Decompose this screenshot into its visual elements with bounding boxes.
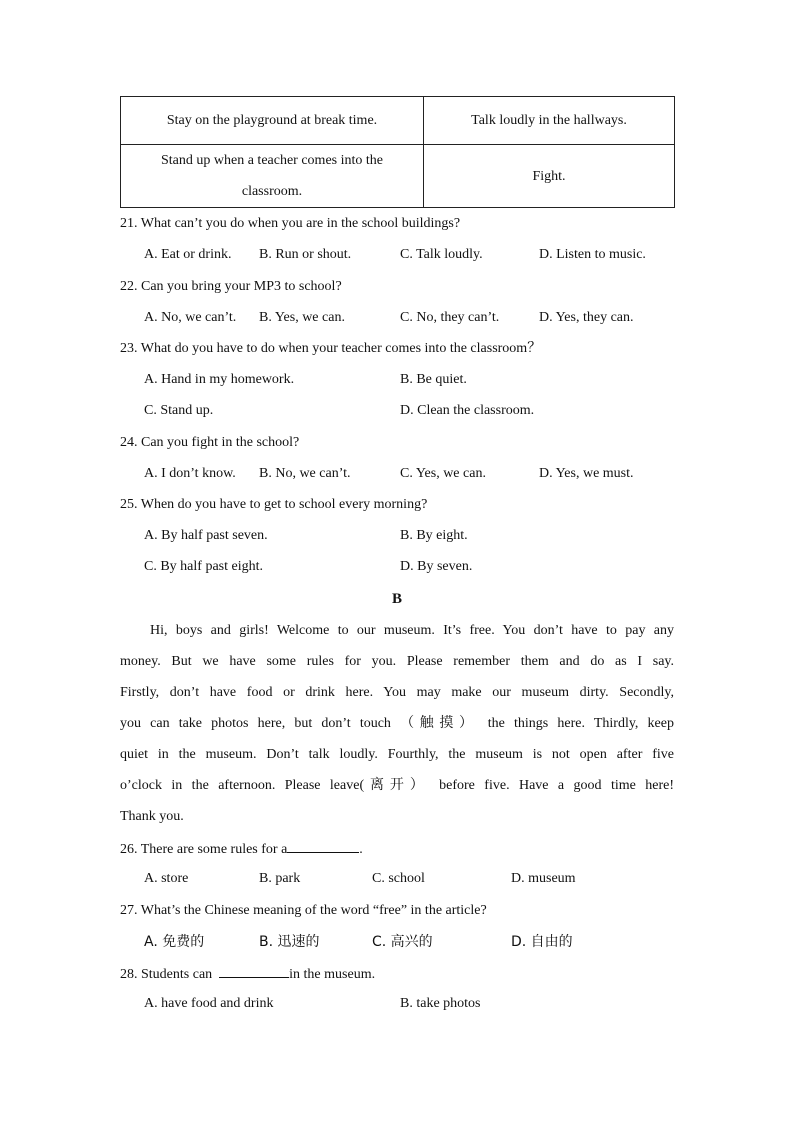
q26-option-d: D. museum [511, 871, 576, 886]
q22-option-c: C. No, they can’t. [400, 310, 500, 325]
answer-blank [219, 963, 289, 978]
table-row [121, 145, 675, 208]
section-title: B [391, 591, 402, 607]
table-cell: Stand up when a teacher comes into the classroom. [121, 145, 424, 208]
question-27-stem: 27. What’s the Chinese meaning of the word “free” in the article? [120, 903, 487, 918]
q25-option-c: C. By half past eight. [144, 559, 263, 574]
q22-option-b: B. Yes, we can. [259, 310, 345, 325]
question-23-stem: 23. What do you have to do when your teacher comes into the classroom？ [120, 341, 542, 356]
passage-line: Hi, boys and girls! Welcome to our museum. It’s free. You don’t have to pay any [150, 623, 674, 638]
q27-option-c: C. 高兴的 [372, 934, 433, 950]
q21-option-b: B. Run or shout. [259, 247, 352, 262]
q26-option-c: C. school [372, 871, 425, 886]
q26-option-a: A. store [144, 871, 189, 886]
q26-stem-text: 26. There are some rules for a [120, 842, 288, 857]
q28-option-b: B. take photos [400, 996, 481, 1011]
passage-line: money. But we have some rules for you. Please remember them and do as I say. [120, 654, 674, 669]
question-25-stem: 25. When do you have to get to school every morning? [120, 497, 428, 512]
q22-option-a: A. No, we can’t. [144, 310, 237, 325]
q27-option-d: D. 自由的 [511, 934, 573, 950]
q25-option-b: B. By eight. [400, 528, 468, 543]
question-24-stem: 24. Can you fight in the school? [120, 435, 300, 450]
question-21-stem: 21. What can’t you do when you are in the school buildings? [120, 216, 461, 231]
q23-option-d: D. Clean the classroom. [400, 403, 535, 418]
q23-option-a: A. Hand in my homework. [144, 372, 295, 387]
q21-option-d: D. Listen to music. [539, 247, 646, 262]
question-26-stem [120, 838, 363, 860]
q24-option-b: B. No, we can’t. [259, 466, 351, 481]
table-cell: Fight. [424, 145, 675, 208]
q27-option-b: B. 迅速的 [259, 934, 320, 950]
q28-stem-end: in the museum. [289, 967, 376, 982]
passage-line: Firstly, don’t have food or drink here. You may make our museum dirty. Secondly, [120, 685, 674, 700]
q23-option-c: C. Stand up. [144, 403, 214, 418]
q27-option-a: A. 免费的 [144, 934, 205, 950]
q25-option-a: A. By half past seven. [144, 528, 268, 543]
answer-blank [287, 838, 359, 853]
q28-stem-text: 28. Students can [120, 967, 213, 982]
q22-option-d: D. Yes, they can. [539, 310, 634, 325]
question-22-stem: 22. Can you bring your MP3 to school? [120, 279, 342, 294]
q21-option-c: C. Talk loudly. [400, 247, 483, 262]
q24-option-c: C. Yes, we can. [400, 466, 486, 481]
q28-option-a: A. have food and drink [144, 996, 274, 1011]
q25-option-d: D. By seven. [400, 559, 473, 574]
passage-line: quiet in the museum. Don’t talk loudly. Fourthly, the museum is not open after five [120, 747, 674, 762]
passage-line: you can take photos here, but don’t touch （触摸） the things here. Thirdly, keep [120, 716, 674, 731]
q26-stem-end: . [359, 842, 363, 857]
table-cell: Talk loudly in the hallways. [424, 97, 675, 145]
table-row [121, 97, 675, 145]
q21-option-a: A. Eat or drink. [144, 247, 232, 262]
question-28-stem [120, 963, 375, 985]
passage-line: Thank you. [120, 809, 184, 824]
rules-table [120, 96, 675, 208]
table-cell: Stay on the playground at break time. [121, 97, 424, 145]
q24-option-a: A. I don’t know. [144, 466, 236, 481]
q26-option-b: B. park [259, 871, 301, 886]
q23-option-b: B. Be quiet. [400, 372, 467, 387]
passage-line: o’clock in the afternoon. Please leave(离开） before five. Have a good time here! [120, 778, 674, 793]
q24-option-d: D. Yes, we must. [539, 466, 634, 481]
